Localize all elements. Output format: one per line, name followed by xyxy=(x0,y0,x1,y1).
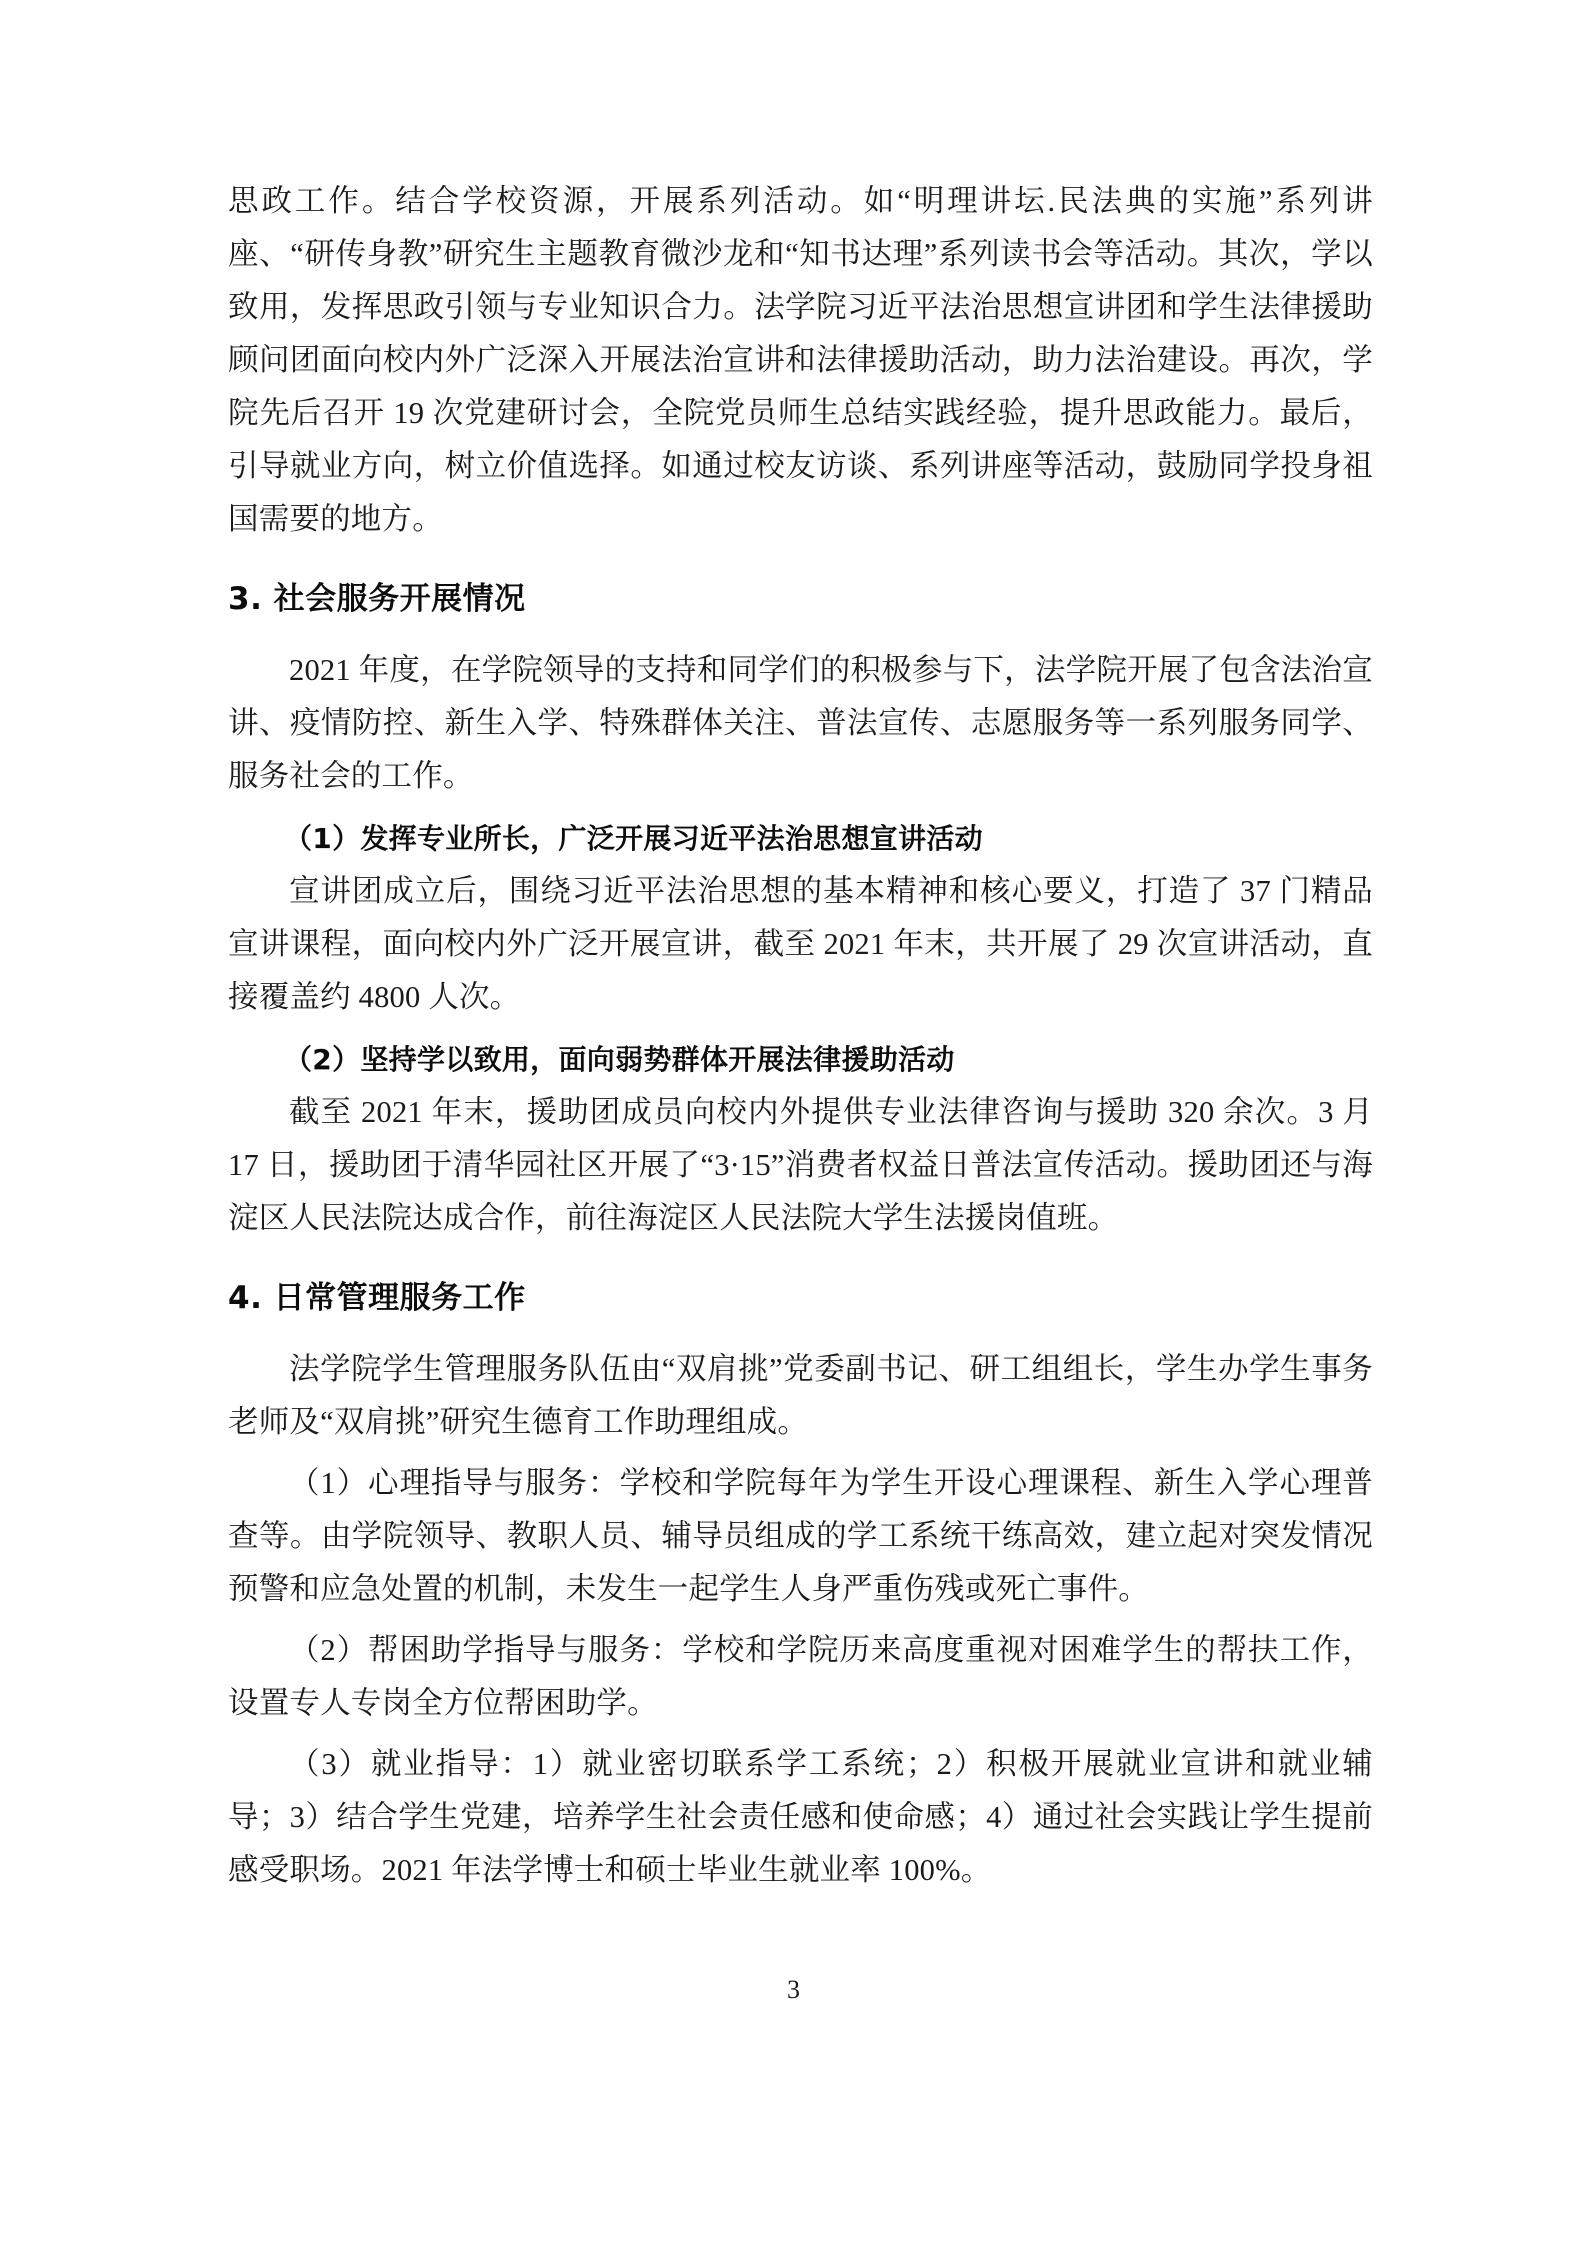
spacer xyxy=(228,1730,1373,1738)
paragraph: （2）帮困助学指导与服务：学校和学院历来高度重视对困难学生的帮扶工作，设置专人专岗全方位帮困助学。 xyxy=(228,1633,1373,1720)
paragraph: 法学院学生管理服务队伍由“双肩挑”党委副书记、研工组组长，学生办学生事务老师及“双肩挑”研究生德育工作助理组成。 xyxy=(228,1352,1373,1439)
subsection-heading-3-1: （1）发挥专业所长，广泛开展习近平法治思想宣讲活动 xyxy=(284,822,983,855)
section-heading-3: 3. 社会服务开展情况 xyxy=(228,581,526,617)
paragraph: 截至 2021 年末，援助团成员向校内外提供专业法律咨询与援助 320 余次。3 月 17 日，援助团于清华园社区开展了“3·15”消费者权益日普法宣传活动。援助团还与海淀区人民法院达成合作，前往海淀区人民法院大学生法援岗值班。 xyxy=(228,1095,1373,1235)
spacer xyxy=(228,1616,1373,1624)
subsection-heading-3-2: （2）坚持学以致用，面向弱势群体开展法律援助活动 xyxy=(284,1043,955,1076)
section-heading-4: 4. 日常管理服务工作 xyxy=(228,1280,526,1316)
paragraph: 思政工作。结合学校资源，开展系列活动。如“明理讲坛.民法典的实施”系列讲座、“研传身教”研究生主题教育微沙龙和“知书达理”系列读书会等活动。其次，学以致用，发挥思政引领与专业知识合力。法学院习近平法治思想宣讲团和学生法律援助顾问团面向校内外广泛深入开展法治宣讲和法律援助活动，助力法治建设。再次，学院先后召开 19 次党建研讨会，全院党员师生总结实践经验，提升思政能力。最后，引导就业方向，树立价值选择。如通过校友访谈、系列讲座等活动，鼓励同学投身祖国需要的地方。 xyxy=(228,184,1373,536)
paragraph: （3）就业指导：1）就业密切联系学工系统；2）积极开展就业宣讲和就业辅导；3）结合学生党建，培养学生社会责任感和使命感；4）通过社会实践让学生提前感受职场。2021 年法学博士和硕士毕业生就业率 100%。 xyxy=(228,1747,1373,1887)
spacer xyxy=(228,1449,1373,1457)
paragraph: （1）心理指导与服务：学校和学院每年为学生开设心理课程、新生入学心理普查等。由学院领导、教职人员、辅导员组成的学工系统干练高效，建立起对突发情况预警和应急处置的机制，未发生一起学生人身严重伤残或死亡事件。 xyxy=(228,1466,1373,1606)
paragraph: 2021 年度，在学院领导的支持和同学们的积极参与下，法学院开展了包含法治宣讲、疫情防控、新生入学、特殊群体关注、普法宣传、志愿服务等一系列服务同学、服务社会的工作。 xyxy=(228,653,1373,793)
page-number: 3 xyxy=(787,1975,800,2004)
document-body xyxy=(228,175,1373,1897)
paragraph: 宣讲团成立后，围绕习近平法治思想的基本精神和核心要义，打造了 37 门精品宣讲课程，面向校内外广泛开展宣讲，截至 2021 年末，共开展了 29 次宣讲活动，直接覆盖约 4800 人次。 xyxy=(228,874,1373,1014)
